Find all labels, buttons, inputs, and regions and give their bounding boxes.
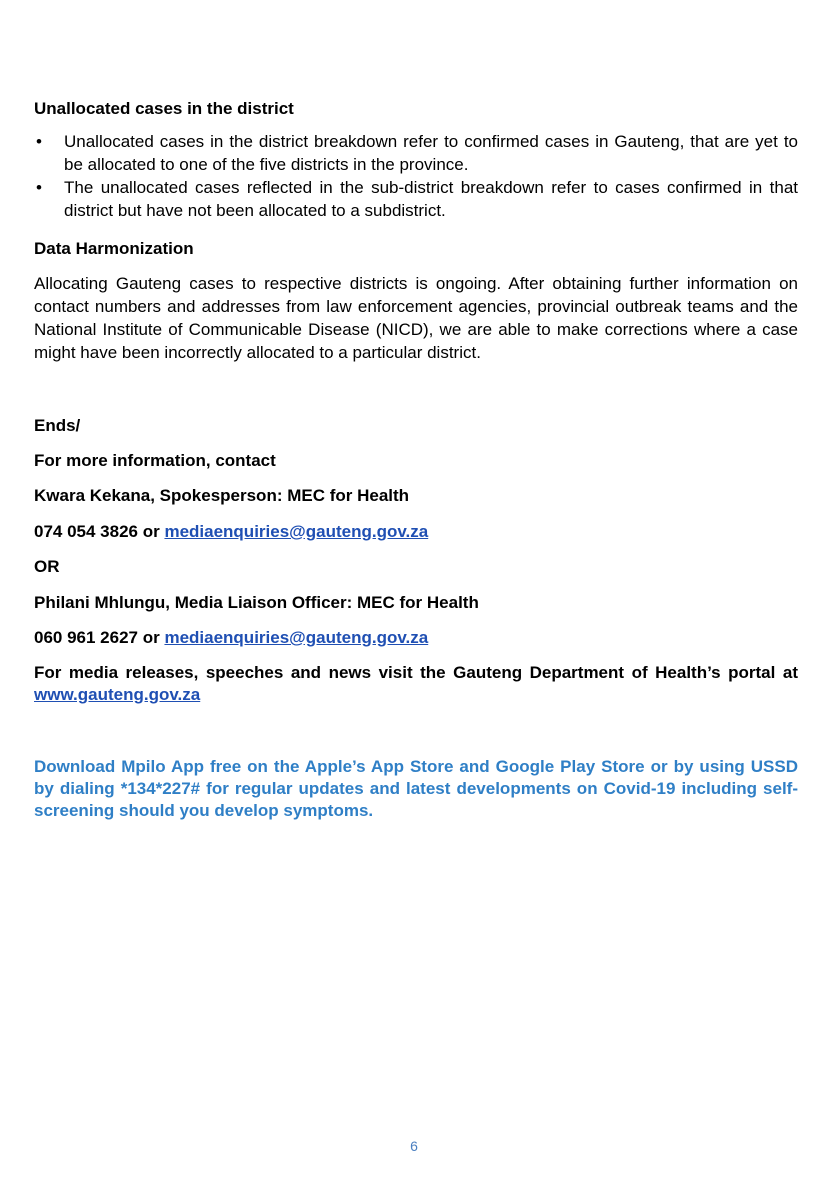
portal-line xyxy=(34,662,798,706)
email-link-1[interactable]: mediaenquiries@gauteng.gov.za xyxy=(164,522,429,541)
bullet-text: The unallocated cases reflected in the sub-district breakdown refer to cases confirmed in that district but have not been allocated to a subdistrict. xyxy=(64,178,798,220)
harmonization-heading: Data Harmonization xyxy=(34,239,194,258)
mpilo-app-notice: Download Mpilo App free on the Apple’s App Store and Google Play Store or by using USSD by dialing *134*227# for regular updates and latest developments on Covid-19 including self-screening should you develop symptoms. xyxy=(34,757,798,820)
page-number: 6 xyxy=(410,1138,418,1154)
portal-link[interactable]: www.gauteng.gov.za xyxy=(34,685,201,704)
harmonization-body: Allocating Gauteng cases to respective districts is ongoing. After obtaining further information on contact numbers and addresses from law enforcement agencies, provincial outbreak teams and the National Institute of Communicable Disease (NICD), we are able to make corrections where a case might have been incorrectly allocated to a particular district. xyxy=(34,274,798,362)
contact-person-1: Kwara Kekana, Spokesperson: MEC for Health xyxy=(34,486,410,505)
contact-phone-2: 060 961 2627 or xyxy=(34,628,165,647)
bullet-item xyxy=(34,176,798,222)
unallocated-heading: Unallocated cases in the district xyxy=(34,99,294,118)
contact-phone-1: 074 054 3826 or xyxy=(34,522,165,541)
bullet-icon: • xyxy=(36,132,42,151)
bullet-item xyxy=(34,130,798,176)
contact-phone-line-1 xyxy=(34,521,798,543)
document-page xyxy=(34,98,798,822)
or-separator: OR xyxy=(34,557,60,576)
contact-phone-line-2 xyxy=(34,627,798,649)
more-info-heading: For more information, contact xyxy=(34,451,276,470)
portal-text: For media releases, speeches and news visit the Gauteng Department of Health’s portal at xyxy=(34,663,798,682)
email-link-2[interactable]: mediaenquiries@gauteng.gov.za xyxy=(164,628,429,647)
contact-person-2: Philani Mhlungu, Media Liaison Officer: MEC for Health xyxy=(34,593,479,612)
ends-marker: Ends/ xyxy=(34,416,81,435)
bullet-text: Unallocated cases in the district breakdown refer to confirmed cases in Gauteng, that are yet to be allocated to one of the five districts in the province. xyxy=(64,132,798,174)
unallocated-bullet-list xyxy=(34,130,798,222)
bullet-icon: • xyxy=(36,178,42,197)
